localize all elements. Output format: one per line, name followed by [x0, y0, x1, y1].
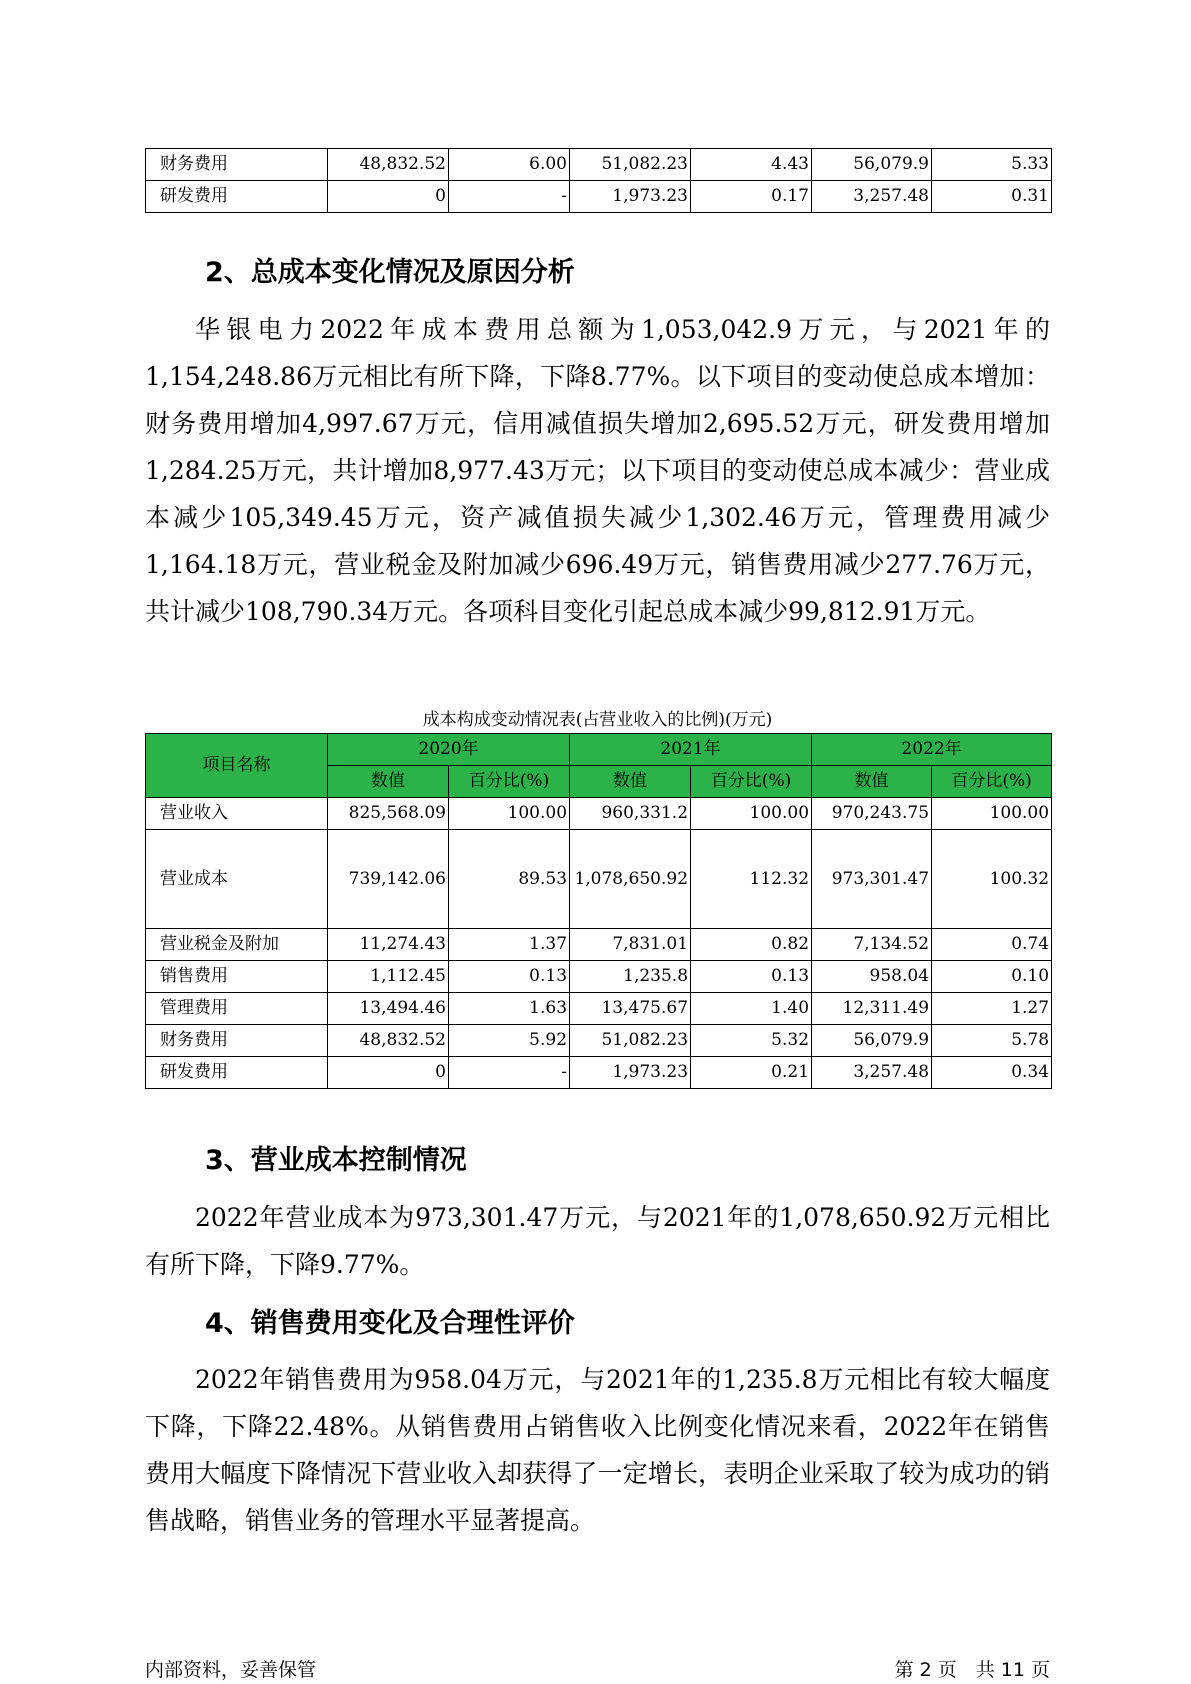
table-row — [146, 1025, 1052, 1057]
cell: 3,257.48 — [812, 181, 932, 213]
cell: 100.00 — [932, 798, 1052, 830]
cell: 0.74 — [932, 929, 1052, 961]
table-row — [146, 929, 1052, 961]
table-caption: 成本构成变动情况表(占营业收入的比例)(万元) — [422, 710, 773, 730]
cell: 48,832.52 — [328, 149, 449, 181]
cell: 0.13 — [691, 961, 812, 993]
header-value: 数值 — [570, 766, 691, 798]
cell: 100.32 — [932, 830, 1052, 929]
cell: 5.33 — [932, 149, 1052, 181]
cell: 0 — [328, 181, 449, 213]
cell: 973,301.47 — [812, 830, 932, 929]
cell: - — [449, 181, 570, 213]
section3-paragraph: 2022年营业成本为973,301.47万元，与2021年的1,078,650.92万元相比有所下降，下降9.77%。 — [145, 1203, 1050, 1279]
table-row — [146, 181, 1052, 213]
cost-table — [145, 733, 1052, 1089]
section4-paragraph: 2022年销售费用为958.04万元，与2021年的1,235.8万元相比有较大幅度下降，下降22.48%。从销售费用占销售收入比例变化情况来看，2022年在销售费用大幅度下降情况下营业收入却获得了一定增长，表明企业采取了较为成功的销售战略，销售业务的管理水平显著提高。 — [145, 1365, 1050, 1535]
top-table — [145, 148, 1052, 213]
cell: 1.37 — [449, 929, 570, 961]
cell: 958.04 — [812, 961, 932, 993]
cell: 1.63 — [449, 993, 570, 1025]
header-pct: 百分比(%) — [691, 766, 812, 798]
cell: 825,568.09 — [328, 798, 449, 830]
cell: 56,079.9 — [812, 1025, 932, 1057]
row-name: 管理费用 — [146, 993, 328, 1025]
cell: 970,243.75 — [812, 798, 932, 830]
cell: 0.31 — [932, 181, 1052, 213]
cell: 1,235.8 — [570, 961, 691, 993]
header-year: 2021年 — [570, 734, 812, 766]
section2-heading: 2、总成本变化情况及原因分析 — [205, 257, 575, 288]
cell: - — [449, 1057, 570, 1089]
row-name: 研发费用 — [146, 181, 328, 213]
table-row — [146, 961, 1052, 993]
table-row — [146, 830, 1052, 929]
cell: 0.17 — [691, 181, 812, 213]
row-name: 营业成本 — [146, 830, 328, 929]
cell: 0.82 — [691, 929, 812, 961]
footer-page-number: 第 2 页 共 11 页 — [894, 1659, 1050, 1681]
cell: 0.21 — [691, 1057, 812, 1089]
cell: 5.92 — [449, 1025, 570, 1057]
row-name: 财务费用 — [146, 1025, 328, 1057]
table-row — [146, 993, 1052, 1025]
cell: 1,078,650.92 — [570, 830, 691, 929]
cell: 13,475.67 — [570, 993, 691, 1025]
section2-paragraph: 华银电力2022年成本费用总额为1,053,042.9万元，与2021年的1,154,248.86万元相比有所下降，下降8.77%。以下项目的变动使总成本增加：财务费用增加4,997.67万元，信用减值损失增加2,695.52万元，研发费用增加1,284.25万元，共计增加8,977.43万元；以下项目的变动使总成本减少：营业成本减少105,349.45万元，资产减值损失减少1,302.46万元，管理费用减少1,164.18万元，营业税金及附加减少696.49万元，销售费用减少277.76万元，共计减少108,790.34万元。各项科目变化引起总成本减少99,812.91万元。 — [145, 315, 1050, 626]
cell: 1,973.23 — [570, 181, 691, 213]
cell: 100.00 — [449, 798, 570, 830]
cell: 112.32 — [691, 830, 812, 929]
cell: 51,082.23 — [570, 1025, 691, 1057]
table-row — [146, 149, 1052, 181]
cell: 1,973.23 — [570, 1057, 691, 1089]
cell: 5.78 — [932, 1025, 1052, 1057]
cell: 0.34 — [932, 1057, 1052, 1089]
section4-heading: 4、销售费用变化及合理性评价 — [205, 1308, 575, 1339]
cell: 56,079.9 — [812, 149, 932, 181]
cell: 1,112.45 — [328, 961, 449, 993]
cell: 7,134.52 — [812, 929, 932, 961]
header-item: 项目名称 — [146, 734, 328, 798]
row-name: 研发费用 — [146, 1057, 328, 1089]
header-pct: 百分比(%) — [449, 766, 570, 798]
cell: 48,832.52 — [328, 1025, 449, 1057]
table-row — [146, 1057, 1052, 1089]
cell: 89.53 — [449, 830, 570, 929]
cell: 0 — [328, 1057, 449, 1089]
cell: 7,831.01 — [570, 929, 691, 961]
cell: 51,082.23 — [570, 149, 691, 181]
cell: 6.00 — [449, 149, 570, 181]
row-name: 销售费用 — [146, 961, 328, 993]
header-row — [146, 734, 1052, 766]
cell: 5.32 — [691, 1025, 812, 1057]
cell: 0.13 — [449, 961, 570, 993]
table-row — [146, 798, 1052, 830]
cell: 12,311.49 — [812, 993, 932, 1025]
cell: 11,274.43 — [328, 929, 449, 961]
cell: 1.27 — [932, 993, 1052, 1025]
header-year: 2022年 — [812, 734, 1052, 766]
cell: 4.43 — [691, 149, 812, 181]
footer-left: 内部资料，妥善保管 — [145, 1659, 317, 1681]
header-year: 2020年 — [328, 734, 570, 766]
cell: 0.10 — [932, 961, 1052, 993]
section3-heading: 3、营业成本控制情况 — [205, 1145, 467, 1176]
header-value: 数值 — [812, 766, 932, 798]
cell: 3,257.48 — [812, 1057, 932, 1089]
row-name: 营业税金及附加 — [146, 929, 328, 961]
cell: 960,331.2 — [570, 798, 691, 830]
cell: 100.00 — [691, 798, 812, 830]
header-value: 数值 — [328, 766, 449, 798]
header-pct: 百分比(%) — [932, 766, 1052, 798]
cell: 739,142.06 — [328, 830, 449, 929]
cell: 13,494.46 — [328, 993, 449, 1025]
row-name: 营业收入 — [146, 798, 328, 830]
row-name: 财务费用 — [146, 149, 328, 181]
cell: 1.40 — [691, 993, 812, 1025]
